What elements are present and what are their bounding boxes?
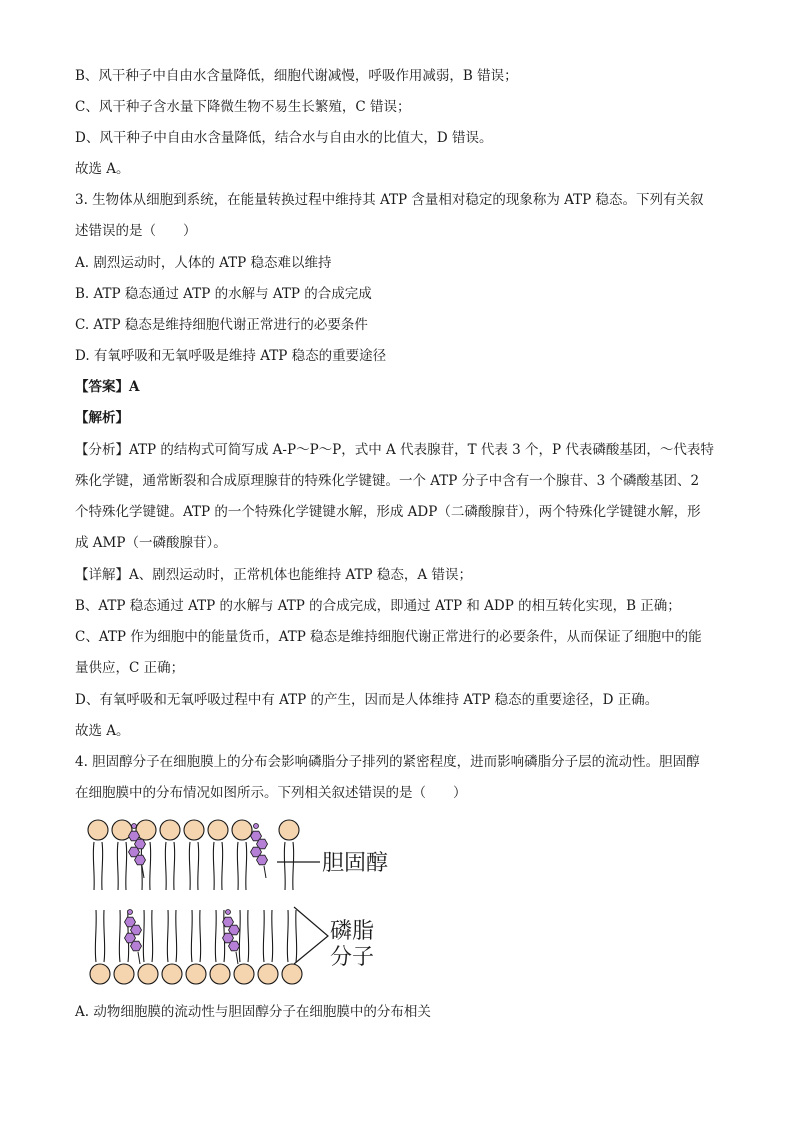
phospholipid-tail [126, 842, 127, 890]
phospholipid-label-line2: 分子 [330, 945, 375, 970]
phospholipid-tail [198, 842, 199, 890]
question-4-stem: 在细胞膜中的分布情况如图所示。下列相关叙述错误的是（ ） [75, 785, 467, 801]
detail-text: 【详解】A、剧烈运动时，正常机体也能维持 ATP 稳态，A 错误； [75, 567, 472, 583]
phospholipid-tail [102, 842, 103, 890]
analysis-label: 【解析】 [75, 410, 129, 426]
cholesterol-head [128, 910, 133, 915]
phospholipid-tail [239, 910, 240, 962]
cholesterol-tail [264, 866, 266, 878]
analysis-text: 个特殊化学键键。ATP 的一个特殊化学键键水解，形成 ADP（二磷酸腺苷），两个特殊化学键键水解，形 [75, 504, 701, 520]
phospholipid-head [258, 964, 278, 984]
phospholipid-tails-top [93, 842, 293, 890]
phospholipid-tail [272, 910, 273, 962]
phospholipid-tail [284, 842, 285, 890]
cholesterol-tail [138, 952, 140, 964]
text-line: 故选 A。 [75, 723, 130, 739]
phospholipid-head [186, 964, 206, 984]
phospholipid-tail [263, 910, 264, 962]
detail-text: 量供应，C 正确； [75, 660, 185, 676]
cholesterol-ring [135, 855, 146, 865]
option-c: C. ATP 稳态是维持细胞代谢正常进行的必要条件 [75, 317, 368, 333]
question-4-stem: 4. 胆固醇分子在细胞膜上的分布会影响磷脂分子排列的紧密程度，进而影响磷脂分子层的流动性。胆固醇 [75, 754, 700, 770]
phospholipid-heads-top [88, 820, 299, 840]
phospholipid-tail [248, 910, 249, 962]
option-b: B. ATP 稳态通过 ATP 的水解与 ATP 的合成完成 [75, 286, 372, 302]
answer-label: 【答案】A [75, 379, 140, 395]
phospholipid-tail [200, 910, 201, 962]
phospholipid-tail [167, 910, 168, 962]
cholesterol-head [254, 824, 259, 829]
phospholipid-head [90, 964, 110, 984]
question-3-stem: 述错误的是（ ） [75, 223, 197, 239]
cholesterol-head [226, 910, 231, 915]
phospholipid-tail [215, 910, 216, 962]
phospholipid-tail [191, 910, 192, 962]
phospholipid-tail [104, 910, 105, 962]
phospholipid-tail [176, 910, 177, 962]
cholesterol-head [132, 824, 137, 829]
phospholipid-label-line1: 磷脂 [330, 919, 375, 944]
analysis-text: 成 AMP（一磷酸腺苷）。 [75, 535, 227, 551]
phospholipid-tail [189, 842, 190, 890]
cholesterol-ring [131, 941, 142, 951]
phospholipid-tail [150, 842, 151, 890]
phospholipid-tail [246, 842, 247, 890]
analysis-text: 【分析】ATP 的结构式可简写成 A-P～P～P，式中 A 代表腺苷，T 代表 3 个，P 代表磷酸基团，～代表特 [75, 442, 714, 458]
phospholipid-head [210, 964, 230, 984]
phospholipid-head [114, 964, 134, 984]
cholesterol-ring [257, 855, 268, 865]
phospholipid-head [282, 964, 302, 984]
phospholipid-tail [174, 842, 175, 890]
phospholipid-tail [95, 910, 96, 962]
phospholipid-head [232, 820, 252, 840]
phospholipid-tail [293, 842, 294, 890]
phospholipid-head [234, 964, 254, 984]
text-line: C、风干种子含水量下降微生物不易生长繁殖，C 错误； [75, 99, 411, 115]
phospholipid-tail [117, 842, 118, 890]
phospholipid-tail [93, 842, 94, 890]
text-line: D、风干种子中自由水含量降低，结合水与自由水的比值大，D 错误。 [75, 130, 493, 146]
option-a: A. 剧烈运动时，人体的 ATP 稳态难以维持 [75, 255, 332, 271]
phospholipid-tail [143, 910, 144, 962]
detail-text: D、有氧呼吸和无氧呼吸过程中有 ATP 的产生，因而是人体维持 ATP 稳态的重要途径，D 正确。 [75, 692, 659, 708]
question-3-stem: 3. 生物体从细胞到系统，在能量转换过程中维持其 ATP 含量相对稳定的现象称为 ATP 稳态。下列有关叙 [75, 192, 704, 208]
analysis-text: 殊化学键，通常断裂和合成原理腺苷的特殊化学键键。一个 ATP 分子中含有一个腺苷、3 个磷酸基团、2 [75, 473, 700, 489]
phospholipid-tail [222, 842, 223, 890]
phospholipid-tail [119, 910, 120, 962]
phospholipid-tail [213, 842, 214, 890]
phospholipid-head [184, 820, 204, 840]
text-line: 故选 A。 [75, 161, 130, 177]
phospholipid-head [279, 820, 299, 840]
phospholipid-head [138, 964, 158, 984]
cholesterol-ring [229, 941, 240, 951]
phospholipid-heads-bottom [90, 964, 302, 984]
question-4-option-a: A. 动物细胞膜的流动性与胆固醇分子在细胞膜中的分布相关 [75, 1004, 431, 1020]
phospholipid-tail [296, 910, 297, 962]
detail-text: B、ATP 稳态通过 ATP 的水解与 ATP 的合成完成，即通过 ATP 和 ADP 的相互转化实现，B 正确； [75, 598, 681, 614]
phospholipid-head [208, 820, 228, 840]
text-line: B、风干种子中自由水含量降低，细胞代谢减慢，呼吸作用减弱，B 错误； [75, 68, 518, 84]
phospholipid-tail [237, 842, 238, 890]
detail-text: C、ATP 作为细胞中的能量货币，ATP 稳态是维持细胞代谢正常进行的必要条件，从而保证了细胞中的能 [75, 629, 702, 645]
cholesterol-tail [236, 952, 238, 964]
phospholipid-head [88, 820, 108, 840]
phospholipid-tail [152, 910, 153, 962]
phospholipid-pointer [294, 907, 328, 964]
phospholipid-head [160, 820, 180, 840]
membrane-diagram [80, 812, 410, 992]
option-d: D. 有氧呼吸和无氧呼吸是维持 ATP 稳态的重要途径 [75, 348, 387, 364]
phospholipid-tail [287, 910, 288, 962]
phospholipid-tail [165, 842, 166, 890]
cholesterol-label: 胆固醇 [322, 851, 389, 876]
phospholipid-head [162, 964, 182, 984]
